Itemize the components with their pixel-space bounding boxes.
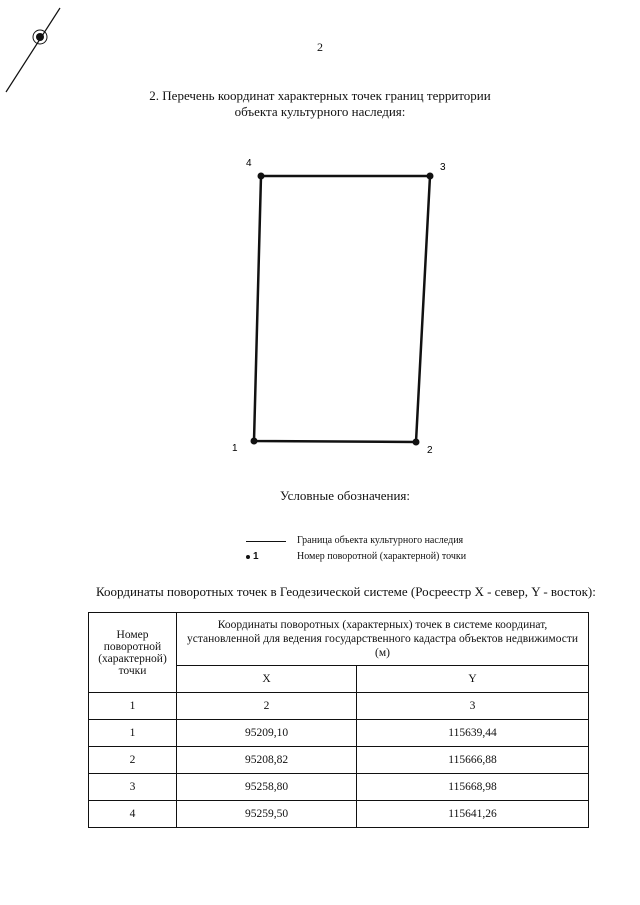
cell-x: 95209,10 [177, 720, 357, 747]
index-cell: 3 [357, 693, 589, 720]
legend-point-label: Номер поворотной (характерной) точки [297, 551, 467, 562]
boundary-point-3 [427, 173, 434, 180]
page-number: 2 [317, 40, 323, 54]
legend-title: Условные обозначения: [279, 488, 411, 503]
header-y: Y [357, 666, 589, 693]
legend-boundary-label: Граница объекта культурного наследия [297, 535, 464, 546]
legend-boundary-line [246, 541, 286, 542]
table-caption: Координаты поворотных точек в Геодезической системе (Росреестр X - север, Y - восток): [96, 584, 596, 599]
table-row [89, 774, 589, 801]
cell-point: 4 [89, 801, 177, 828]
legend-point-number: 1 [253, 551, 259, 562]
table-row [89, 720, 589, 747]
point-label-3: 3 [440, 162, 446, 173]
header-x: X [177, 666, 357, 693]
table-row [89, 747, 589, 774]
cell-y: 115639,44 [357, 720, 589, 747]
cell-y: 115668,98 [357, 774, 589, 801]
heading-line-2: объекта культурного наследия: [234, 104, 406, 119]
header-point-number: Номер поворотной (характерной) точки [89, 613, 177, 693]
cell-y: 115641,26 [357, 801, 589, 828]
cell-point: 3 [89, 774, 177, 801]
cell-point: 2 [89, 747, 177, 774]
table-row [89, 801, 589, 828]
point-label-4: 4 [246, 158, 252, 169]
boundary-polygon [254, 176, 430, 442]
boundary-point-4 [258, 173, 265, 180]
point-label-1: 1 [232, 443, 238, 454]
table-index-row [89, 693, 589, 720]
cell-x: 95208,82 [177, 747, 357, 774]
cell-x: 95258,80 [177, 774, 357, 801]
boundary-point-2 [413, 439, 420, 446]
legend-point-dot [246, 555, 250, 559]
cell-y: 115666,88 [357, 747, 589, 774]
heading-line-1: 2. Перечень координат характерных точек границ территории [149, 88, 491, 103]
index-cell: 2 [177, 693, 357, 720]
cell-point: 1 [89, 720, 177, 747]
point-label-2: 2 [427, 445, 433, 456]
cell-x: 95259,50 [177, 801, 357, 828]
header-coordinate-system: Координаты поворотных (характерных) точек в системе координат, установленной для ведения государственного кадастра объектов недвижимости (м) [177, 613, 589, 666]
coordinates-table [88, 612, 589, 828]
index-cell: 1 [89, 693, 177, 720]
boundary-point-1 [251, 438, 258, 445]
